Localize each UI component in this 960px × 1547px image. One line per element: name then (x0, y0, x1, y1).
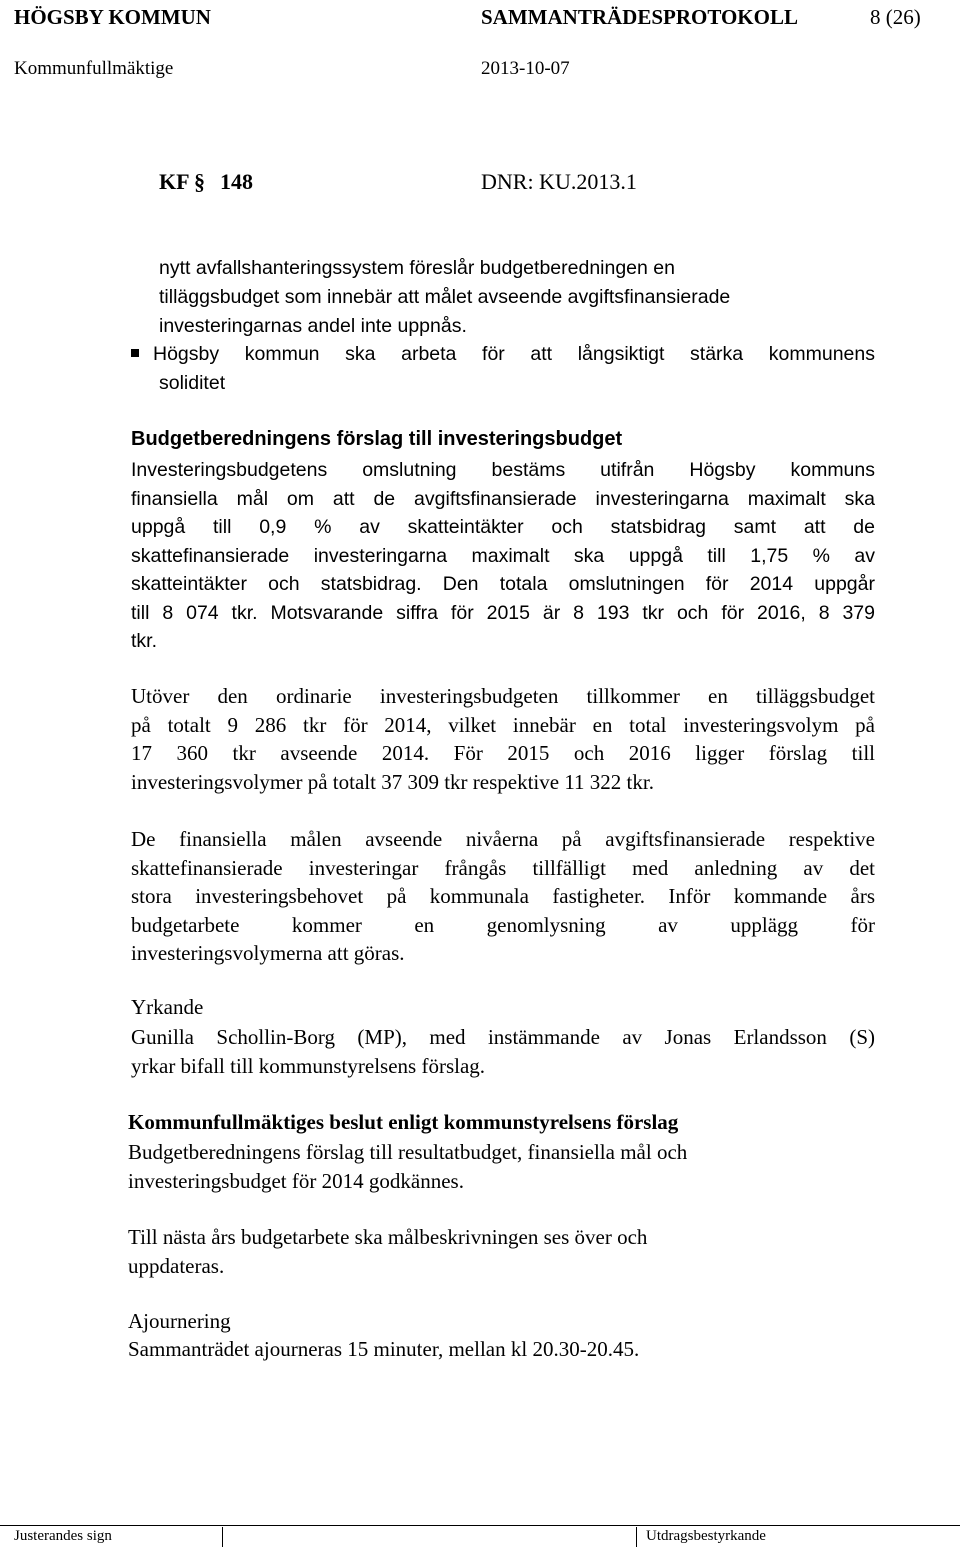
text-line: skattefinansierade investeringar frångås tillfälligt med anledning av det (131, 855, 875, 880)
paragraph-supplementary-budget (131, 682, 875, 796)
yrkande-heading: Yrkande (131, 995, 204, 1019)
text-line: investeringsvolymerna att göras. (131, 941, 405, 965)
yrkande-paragraph (131, 1023, 875, 1080)
section-heading-investment: Budgetberedningens förslag till investeringsbudget (131, 428, 623, 450)
bullet-text: Högsby kommun ska arbeta för att långsiktigt stärka kommunens (153, 343, 875, 365)
footer-separator (636, 1527, 637, 1547)
page-number: 8 (26) (870, 5, 921, 29)
text-line: uppdateras. (128, 1253, 225, 1278)
bullet-item (131, 340, 875, 398)
text-line: uppgå till 0,9 % av skatteintäkter och statsbidrag samt att de (131, 516, 875, 538)
text-line: 17 360 tkr avseende 2014. För 2015 och 2016 ligger förslag till (131, 741, 875, 765)
text-line: De finansiella målen avseende nivåerna på avgiftsfinansierade respektive (131, 827, 875, 851)
footer-certification-label: Utdragsbestyrkande (646, 1528, 766, 1544)
adjournment-text: Sammanträdet ajourneras 15 minuter, mellan kl 20.30-20.45. (128, 1337, 640, 1361)
doc-type: SAMMANTRÄDESPROTOKOLL (481, 5, 798, 29)
org-name: HÖGSBY KOMMUN (14, 5, 211, 29)
text-line: Investeringsbudgetens omslutning bestäms utifrån Högsby kommuns (131, 459, 875, 481)
text-line: Utöver den ordinarie investeringsbudgeten tillkommer en tilläggsbudget (131, 684, 875, 708)
footer-separator (222, 1527, 223, 1547)
text-line: till 8 074 tkr. Motsvarande siffra för 2015 är 8 193 tkr och för 2016, 8 379 (131, 601, 875, 624)
text-line: Till nästa års budgetarbete ska målbeskrivningen ses över och (128, 1225, 648, 1249)
bullet-icon (131, 349, 139, 357)
text-line: skattefinansierade investeringarna maximalt ska uppgå till 1,75 % av (131, 544, 875, 567)
paragraph-financial-goals (131, 825, 875, 968)
decision-paragraph (128, 1138, 868, 1195)
kf-number: 148 (220, 169, 253, 194)
intro-line: tilläggsbudget som innebär att målet avseende avgiftsfinansierade (159, 286, 731, 308)
intro-line: nytt avfallshanteringssystem föreslår budgetberedningen en (159, 257, 675, 279)
text-line: skatteintäkter och statsbidrag. Den totala omslutningen för 2014 uppgår (131, 573, 875, 595)
adjournment-heading: Ajournering (128, 1309, 231, 1333)
intro-paragraph (159, 254, 879, 341)
decision-heading: Kommunfullmäktiges beslut enligt kommunstyrelsens förslag (128, 1110, 679, 1134)
text-line: investeringsbudget för 2014 godkännes. (128, 1168, 464, 1193)
kf-label: KF (159, 169, 190, 194)
text-line: finansiella mål om att de avgiftsfinansierade investeringarna maximalt ska (131, 487, 875, 510)
footer-divider (0, 1525, 960, 1526)
text-line: stora investeringsbehovet på kommunala fastigheter. Inför kommande års (131, 884, 875, 908)
section1-paragraph (131, 456, 875, 656)
text-line: tkr. (131, 630, 158, 652)
dnr: DNR: KU.2013.1 (481, 169, 637, 194)
footer-signature-label: Justerandes sign (14, 1528, 112, 1544)
text-line: yrkar bifall till kommunstyrelsens förslag. (131, 1053, 486, 1078)
bullet-text-continued: soliditet (159, 372, 226, 394)
text-line: budgetarbete kommer en genomlysning av upplägg för (131, 912, 875, 937)
text-line: Gunilla Schollin-Borg (MP), med instämmande av Jonas Erlandsson (S) (131, 1025, 875, 1049)
intro-line: investeringarnas andel inte uppnås. (159, 315, 467, 337)
body-name: Kommunfullmäktige (14, 58, 174, 79)
section-symbol: § (194, 169, 205, 194)
text-line: investeringsvolymer på totalt 37 309 tkr respektive 11 322 tkr. (131, 769, 654, 794)
text-line: på totalt 9 286 tkr för 2014, vilket innebär en total investeringsvolym på (131, 712, 875, 737)
paragraph-next-year (128, 1223, 868, 1280)
meeting-date: 2013-10-07 (481, 58, 570, 79)
text-line: Budgetberedningens förslag till resultatbudget, finansiella mål och (128, 1140, 688, 1164)
